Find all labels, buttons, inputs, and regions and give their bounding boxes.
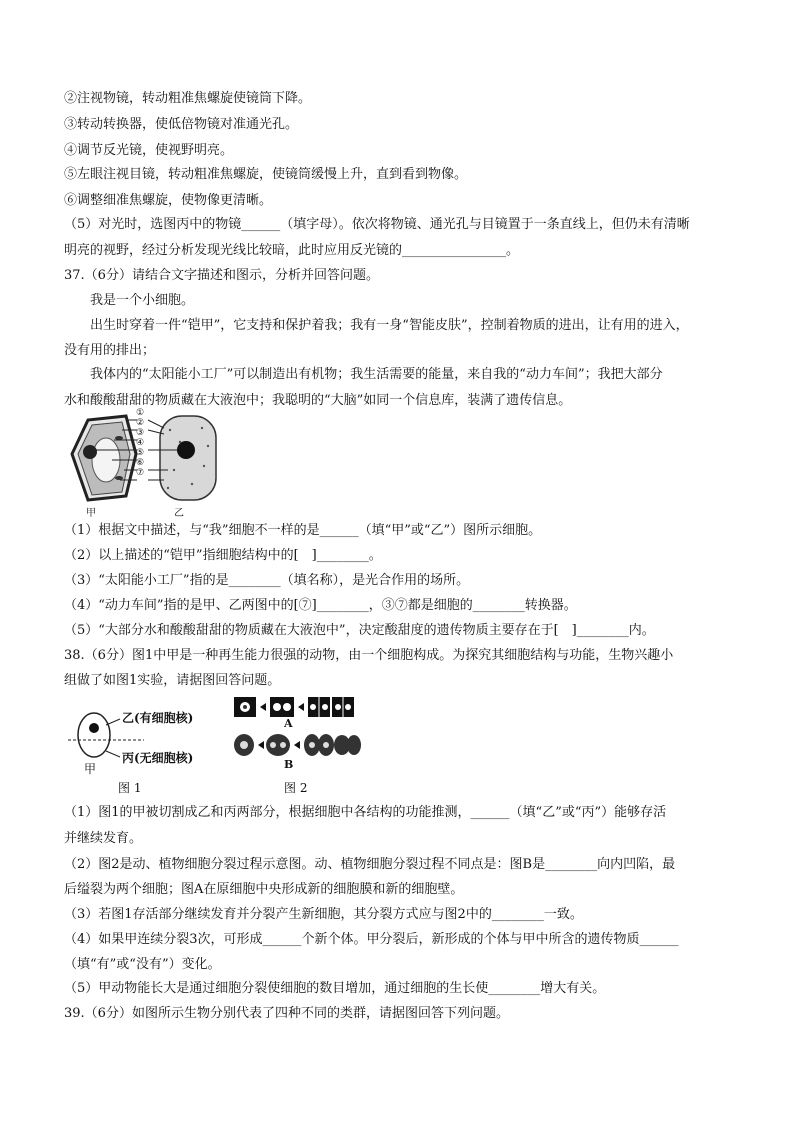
text-line: （4）“动力车间”指的是甲、乙两图中的[⑦]________，③⑦都是细胞的________转换器。 <box>64 598 577 613</box>
marker: ③ <box>136 428 145 438</box>
text-line: （3）若图1存活部分继续发育并分裂产生新细胞，其分裂方式应与图2中的________一致。 <box>64 907 583 922</box>
text-line: （5）甲动物能长大是通过细胞分裂使细胞的数目增加，通过细胞的生长使________增大有关。 <box>64 981 606 996</box>
text-line: （2）以上描述的“铠甲”指细胞结构中的[ ]________。 <box>64 548 382 563</box>
text-line: 后缢裂为两个细胞；图A在原细胞中央形成新的细胞膜和新的细胞壁。 <box>64 882 464 897</box>
marker: ⑥ <box>136 458 145 468</box>
text-line: ④调节反光镜，使视野明亮。 <box>64 143 234 158</box>
text-line: 明亮的视野，经过分析发现光线比较暗，此时应用反光镜的________________。 <box>64 243 520 258</box>
text-line: （3）“太阳能小工厂”指的是________（填名称），是光合作用的场所。 <box>64 573 470 588</box>
label-jia: 甲 <box>84 762 97 776</box>
text-line: （2）图2是动、植物细胞分裂过程示意图。动、植物细胞分裂过程不同点是：图B是________向内凹陷，最 <box>64 857 676 872</box>
figure-1-caption: 图 1 <box>118 781 142 795</box>
question-heading: 38.（6分）图1中甲是一种再生能力很强的动物，由一个细胞构成。为探究其细胞结构与功能，生物兴趣小 <box>64 648 674 663</box>
marker: ⑤ <box>136 448 145 458</box>
figure-2 <box>232 695 362 795</box>
text-line: 并继续发育。 <box>64 831 143 846</box>
label-B: B <box>284 758 294 771</box>
text-line: 我体内的“太阳能小工厂”可以制造出有机物；我生活需要的能量，来自我的“动力车间”；我把大部分 <box>90 367 663 382</box>
text-line: ⑤左眼注视目镜，转动粗准焦螺旋，使镜筒缓慢上升，直到看到物像。 <box>64 167 468 182</box>
label-yi-nucleus: 乙(有细胞核) <box>122 711 194 725</box>
marker: ② <box>136 418 145 428</box>
text-line: 组做了如图1实验，请据图回答问题。 <box>64 673 281 688</box>
figure-1 <box>64 695 234 795</box>
text-line: ⑥调整细准焦螺旋，使物像更清晰。 <box>64 193 273 208</box>
text-line: 水和酸酸甜甜的物质藏在大液泡中；我聪明的“大脑”如同一个信息库，装满了遗传信息。 <box>64 393 572 408</box>
marker: ⑦ <box>136 468 145 478</box>
marker-list <box>136 408 144 478</box>
label-bing-no-nucleus: 丙(无细胞核) <box>122 751 194 765</box>
marker: ④ <box>136 438 145 448</box>
question-heading: 39.（6分）如图所示生物分别代表了四种不同的类群，请据图回答下列问题。 <box>64 1006 509 1021</box>
text-line: （1）图1的甲被切割成乙和丙两部分，根据细胞中各结构的功能推测，______（填“乙”或“丙”）能够存活 <box>64 805 667 820</box>
label-yi: 乙 <box>174 508 184 519</box>
question-heading: 37.（6分）请结合文字描述和图示，分析并回答问题。 <box>64 268 379 283</box>
text-line: （5）“大部分水和酸酸甜甜的物质藏在大液泡中”，决定酸甜度的遗传物质主要存在于[ ]________内。 <box>64 623 655 638</box>
text-line: ③转动转换器，使低倍物镜对准通光孔。 <box>64 117 299 132</box>
marker: ① <box>136 408 145 418</box>
label-A: A <box>284 717 293 730</box>
text-line: （填“有”或“没有”）变化。 <box>64 957 221 972</box>
text-line: 出生时穿着一件“铠甲”，它支持和保护着我；我有一身“智能皮肤”，控制着物质的进出，让有用的进入， <box>90 318 689 333</box>
text-line: （5）对光时，选图丙中的物镜______（填字母）。依次将物镜、通光孔与目镜置于一条直线上，但仍未有清晰 <box>64 217 690 232</box>
text-line: 我是一个小细胞。 <box>90 293 195 308</box>
text-line: （1）根据文中描述，与“我”细胞不一样的是______（填“甲”或“乙”）图所示细胞。 <box>64 523 542 538</box>
text-line: ②注视物镜，转动粗准焦螺旋使镜筒下降。 <box>64 91 312 106</box>
text-line: （4）如果甲连续分裂3次，可形成______个新个体。甲分裂后，新形成的个体与甲中所含的遗传物质______ <box>64 932 679 947</box>
text-line: 没有用的排出； <box>64 343 156 358</box>
cell-division-diagram <box>232 695 362 767</box>
label-jia: 甲 <box>86 508 96 519</box>
cell-figure <box>64 408 224 520</box>
figure-2-caption: 图 2 <box>284 781 308 795</box>
